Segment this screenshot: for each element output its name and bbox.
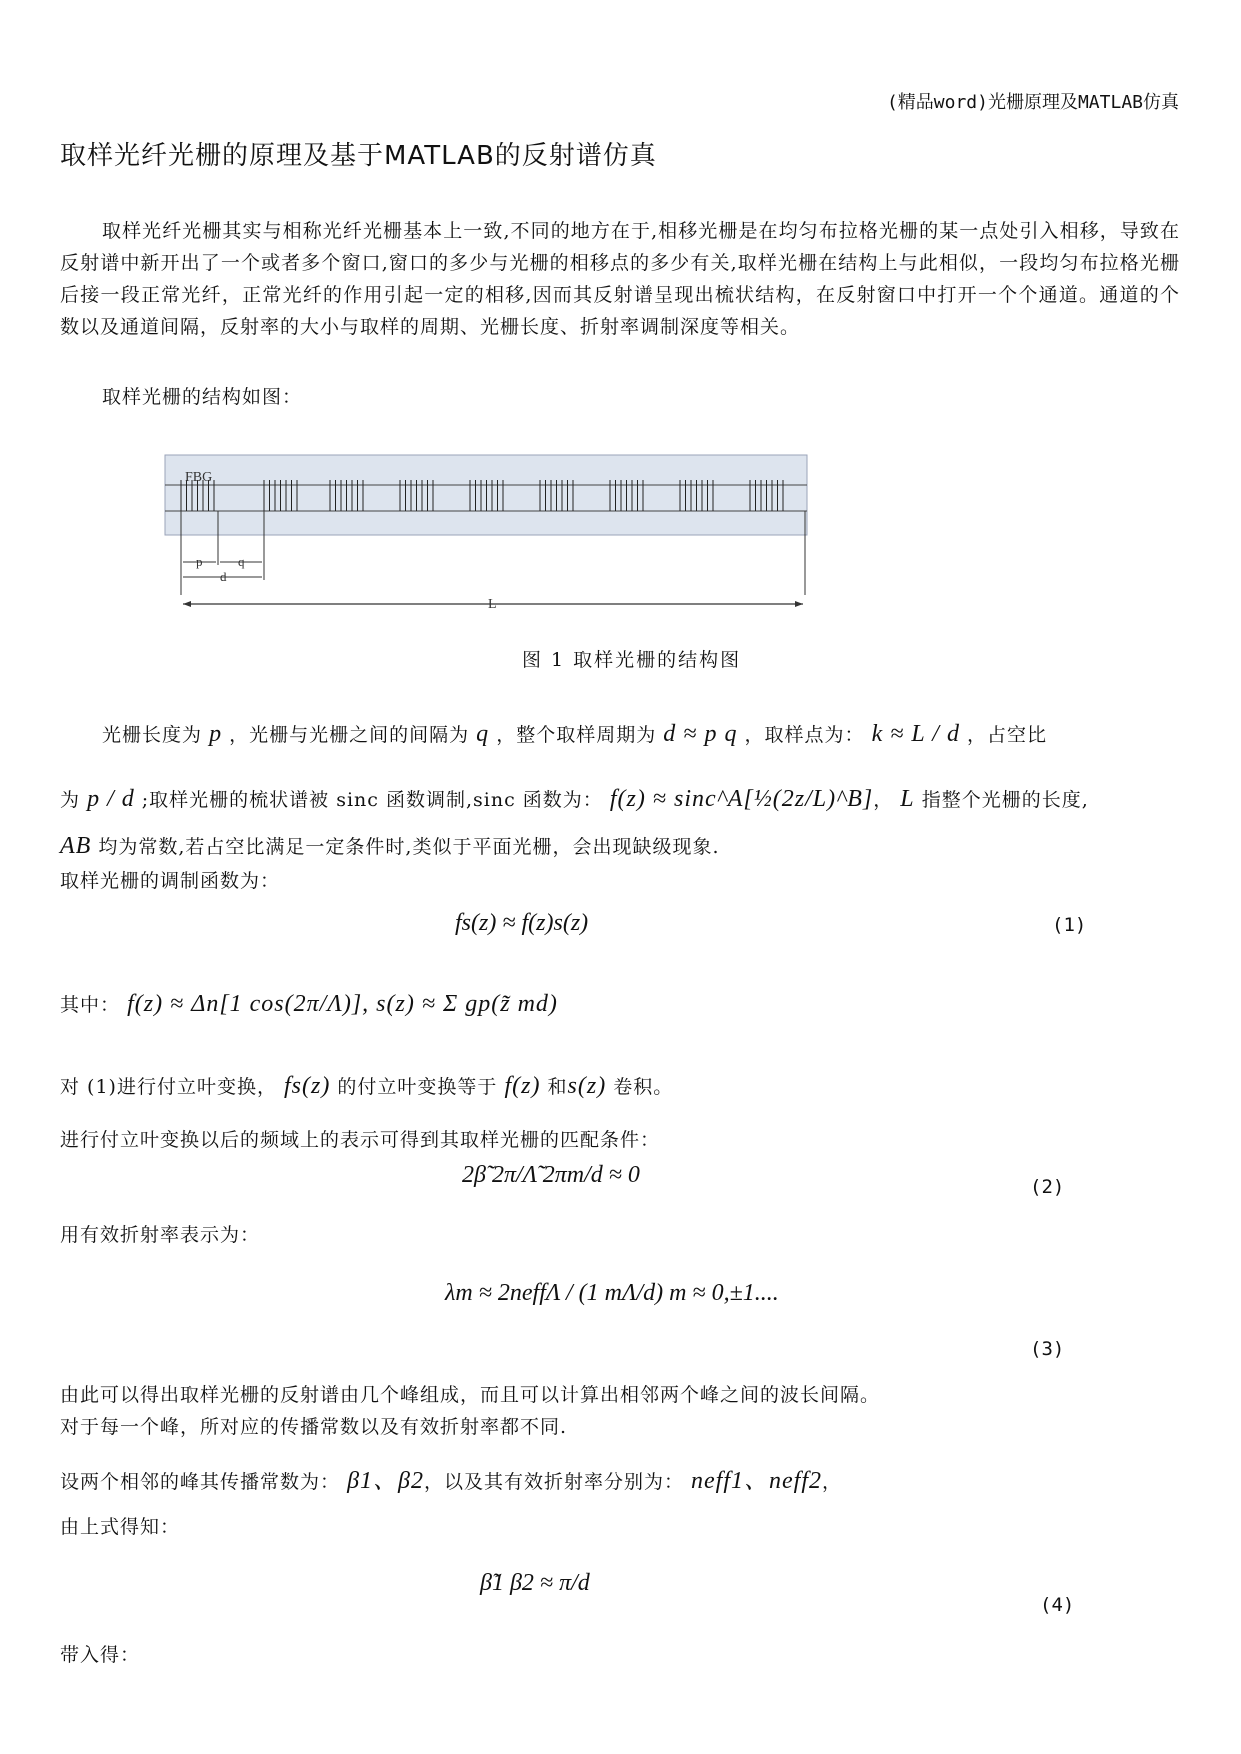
equation-3-number: (3)	[1030, 1338, 1065, 1360]
matching-condition-lead: 进行付立叶变换以后的频域上的表示可得到其取样光栅的匹配条件：	[60, 1129, 661, 1151]
sampled-grating-diagram	[140, 450, 820, 625]
modulation-function-lead: 取样光栅的调制函数为：	[60, 870, 281, 892]
page-title: 取样光纤光栅的原理及基于MATLAB的反射谱仿真	[60, 141, 657, 171]
intro-figure-lead: 取样光栅的结构如图：	[102, 386, 303, 408]
L-label: L	[488, 597, 497, 612]
body-line-fourier: 对 (1)进行付立叶变换， fs(z) 的付立叶变换等于 f(z) 和s(z) 卷积。	[60, 1073, 674, 1099]
body-line-from-above: 由上式得知：	[60, 1516, 181, 1538]
body-line-substitute: 带入得：	[60, 1644, 141, 1666]
equation-2-number: (2)	[1030, 1176, 1065, 1198]
fbg-label: FBG	[185, 470, 213, 485]
body-line-each-peak: 对于每一个峰，所对应的传播常数以及有效折射率都不同.	[60, 1416, 568, 1438]
q-label: q	[238, 554, 245, 569]
effective-index-lead: 用有效折射率表示为：	[60, 1224, 261, 1246]
running-header: (精品word)光栅原理及MATLAB仿真	[886, 92, 1179, 113]
body-line-propagation: 设两个相邻的峰其传播常数为： β1、β2，以及其有效折射率分别为： neff1、neff2，	[60, 1468, 843, 1494]
equation-2: 2β̃ 2π/Λ̃ 2πm/d ≈ 0	[462, 1162, 640, 1188]
body-line-2: 为 p / d ;取样光栅的梳状谱被 sinc 函数调制,sinc 函数为： f(z) ≈ sinc^A[½(2z/L)^B]， L 指整个光栅的长度,	[60, 786, 1089, 812]
equation-3: λm ≈ 2neffΛ / (1 mΛ/d) m ≈ 0,±1....	[445, 1280, 779, 1306]
d-label: d	[220, 569, 227, 584]
body-line-where: 其中： f(z) ≈ Δn[1 cos(2π/Λ)], s(z) ≈ Σ gp(z̃ md)	[60, 991, 558, 1017]
equation-4-number: (4)	[1040, 1594, 1075, 1616]
figure-caption: 图 1 取样光栅的结构图	[522, 649, 742, 671]
L-arrowhead-left	[183, 601, 191, 607]
equation-1: fs(z) ≈ f(z)s(z)	[455, 910, 589, 936]
body-line-3: AB 均为常数,若占空比满足一定条件时,类似于平面光栅，会出现缺级现象.	[60, 833, 720, 859]
body-line-peaks: 由此可以得出取样光栅的反射谱由几个峰组成，而且可以计算出相邻两个峰之间的波长间隔。	[60, 1384, 881, 1406]
equation-4: β̃1 β2 ≈ π/d	[480, 1570, 590, 1596]
intro-paragraph: 取样光纤光栅其实与相称光纤光栅基本上一致,不同的地方在于,相移光栅是在均匀布拉格光栅的某一点处引入相移，导致在反射谱中新开出了一个或者多个窗口,窗口的多少与光栅的相移点的多少有关,取样光栅在结构上与此相似，一段均匀布拉格光栅后接一段正常光纤，正常光纤的作用引起一定的相移,因而其反射谱呈现出梳状结构，在反射窗口中打开一个个通道。通道的个数以及通道间隔，反射率的大小与取样的周期、光栅长度、折射率调制深度等相关。	[60, 220, 1180, 338]
body-line-1: 光栅长度为 p ，光栅与光栅之间的间隔为 q ，整个取样周期为 d ≈ p q ，取样点为： k ≈ L / d ，占空比	[102, 721, 1048, 747]
L-arrowhead-right	[795, 601, 803, 607]
p-label: p	[196, 554, 203, 569]
equation-1-number: (1)	[1052, 914, 1087, 936]
